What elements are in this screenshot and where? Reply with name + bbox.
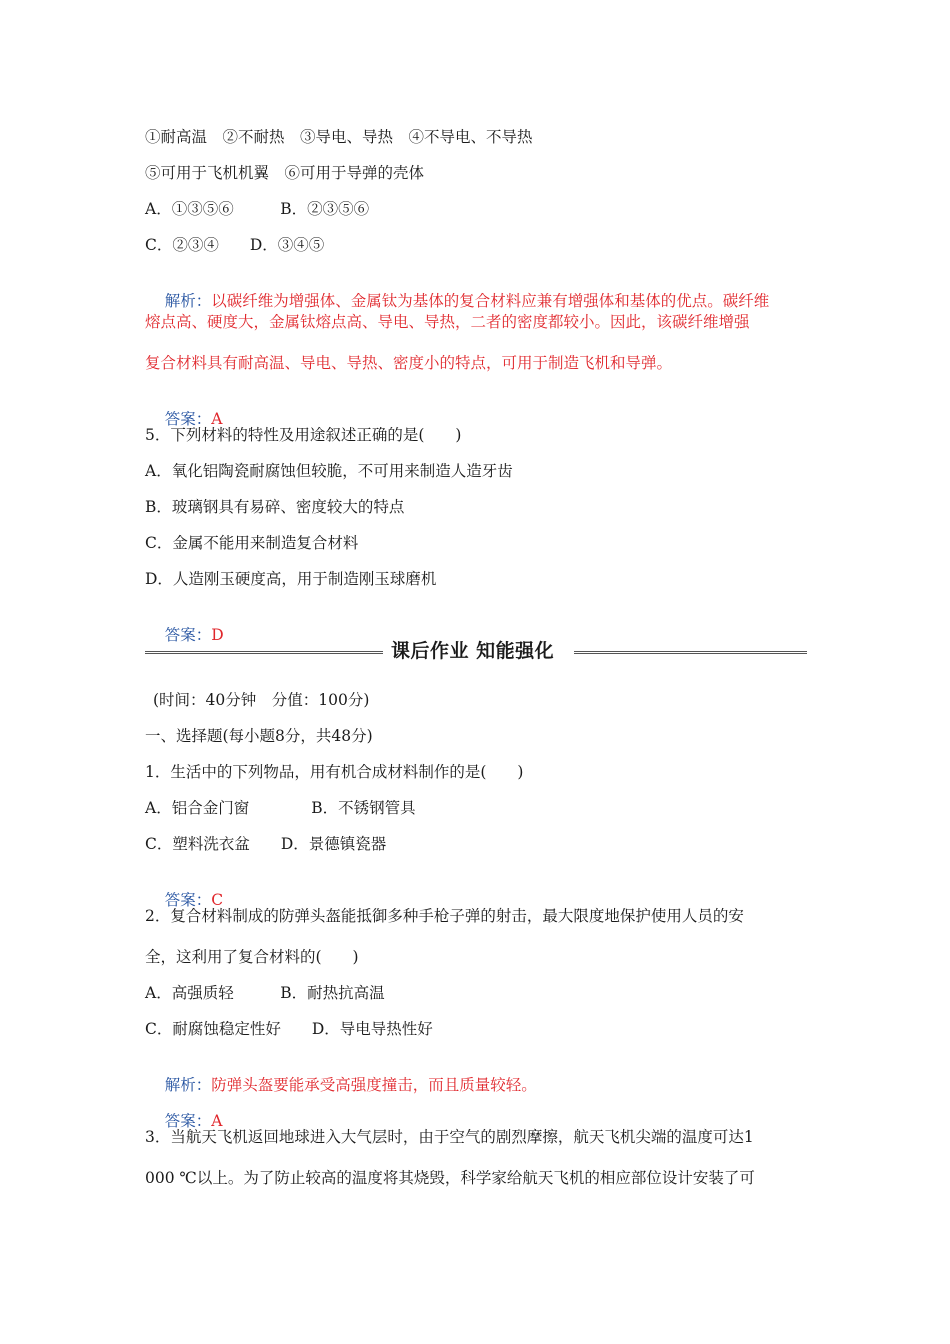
answer-value: C [211, 891, 224, 909]
divider-rule-right [574, 651, 807, 654]
analysis-text: 防弹头盔要能承受高强度撞击，而且质量较轻。 [211, 1076, 537, 1094]
question5-option-d: D．人造刚玉硬度高，用于制造刚玉球磨机 [145, 570, 437, 588]
answer-label: 答案： [164, 410, 212, 428]
question4-analysis-line3: 复合材料具有耐高温、导电、导热、密度小的特点，可用于制造飞机和导弹。 [145, 354, 673, 372]
question3-stem-line2: 000 ℃以上。为了防止较高的温度将其烧毁，科学家给航天飞机的相应部位设计安装了可 [145, 1169, 755, 1187]
section-divider [145, 640, 807, 662]
question1-choice-ab: A．铝合金门窗 B．不锈钢管具 [145, 799, 416, 817]
answer-label: 答案： [164, 1112, 212, 1130]
question5-option-c: C．金属不能用来制造复合材料 [145, 534, 359, 552]
question2-choice-ab: A．高强质轻 B．耐热抗高温 [145, 984, 385, 1002]
answer-label: 答案： [164, 891, 212, 909]
question4-options-list-2: ⑤可用于飞机机翼 ⑥可用于导弹的壳体 [145, 164, 425, 182]
answer-value: A [211, 1112, 223, 1130]
question5-stem: 5．下列材料的特性及用途叙述正确的是( ) [145, 426, 462, 444]
question2-stem-line2: 全，这利用了复合材料的( ) [145, 948, 359, 966]
question4-choice-cd: C．②③④ D．③④⑤ [145, 236, 325, 254]
question2-choice-cd: C．耐腐蚀稳定性好 D．导电导热性好 [145, 1020, 433, 1038]
analysis-label: 解析： [164, 1076, 212, 1094]
question5-option-b: B．玻璃钢具有易碎、密度较大的特点 [145, 498, 405, 516]
answer-label: 答案： [164, 626, 212, 644]
analysis-text: 以碳纤维为增强体、金属钛为基体的复合材料应兼有增强体和基体的优点。碳纤维 [211, 292, 770, 310]
question1-choice-cd: C．塑料洗衣盆 D．景德镇瓷器 [145, 835, 387, 853]
analysis-label: 解析： [164, 292, 212, 310]
question3-stem-line1: 3．当航天飞机返回地球进入大气层时，由于空气的剧烈摩擦，航天飞机尖端的温度可达1 [145, 1128, 754, 1146]
question4-analysis-line2: 熔点高、硬度大，金属钛熔点高、导电、导热，二者的密度都较小。因此，该碳纤维增强 [145, 313, 750, 331]
answer-value: D [211, 626, 224, 644]
divider-rule-left [145, 651, 383, 654]
section-heading-choice: 一、选择题(每小题8分，共48分) [145, 727, 373, 745]
section-title: 课后作业 知能强化 [391, 640, 555, 662]
question1-stem: 1．生活中的下列物品，用有机合成材料制作的是( ) [145, 763, 524, 781]
question5-option-a: A．氧化铝陶瓷耐腐蚀但较脆，不可用来制造人造牙齿 [145, 462, 513, 480]
question2-stem-line1: 2．复合材料制成的防弹头盔能抵御多种手枪子弹的射击，最大限度地保护使用人员的安 [145, 907, 744, 925]
answer-value: A [211, 410, 223, 428]
time-score-info: (时间：40分钟 分值：100分) [153, 691, 370, 709]
question4-options-list: ①耐高温 ②不耐热 ③导电、导热 ④不导电、不导热 [145, 128, 533, 146]
question4-choice-ab: A．①③⑤⑥ B．②③⑤⑥ [145, 200, 370, 218]
